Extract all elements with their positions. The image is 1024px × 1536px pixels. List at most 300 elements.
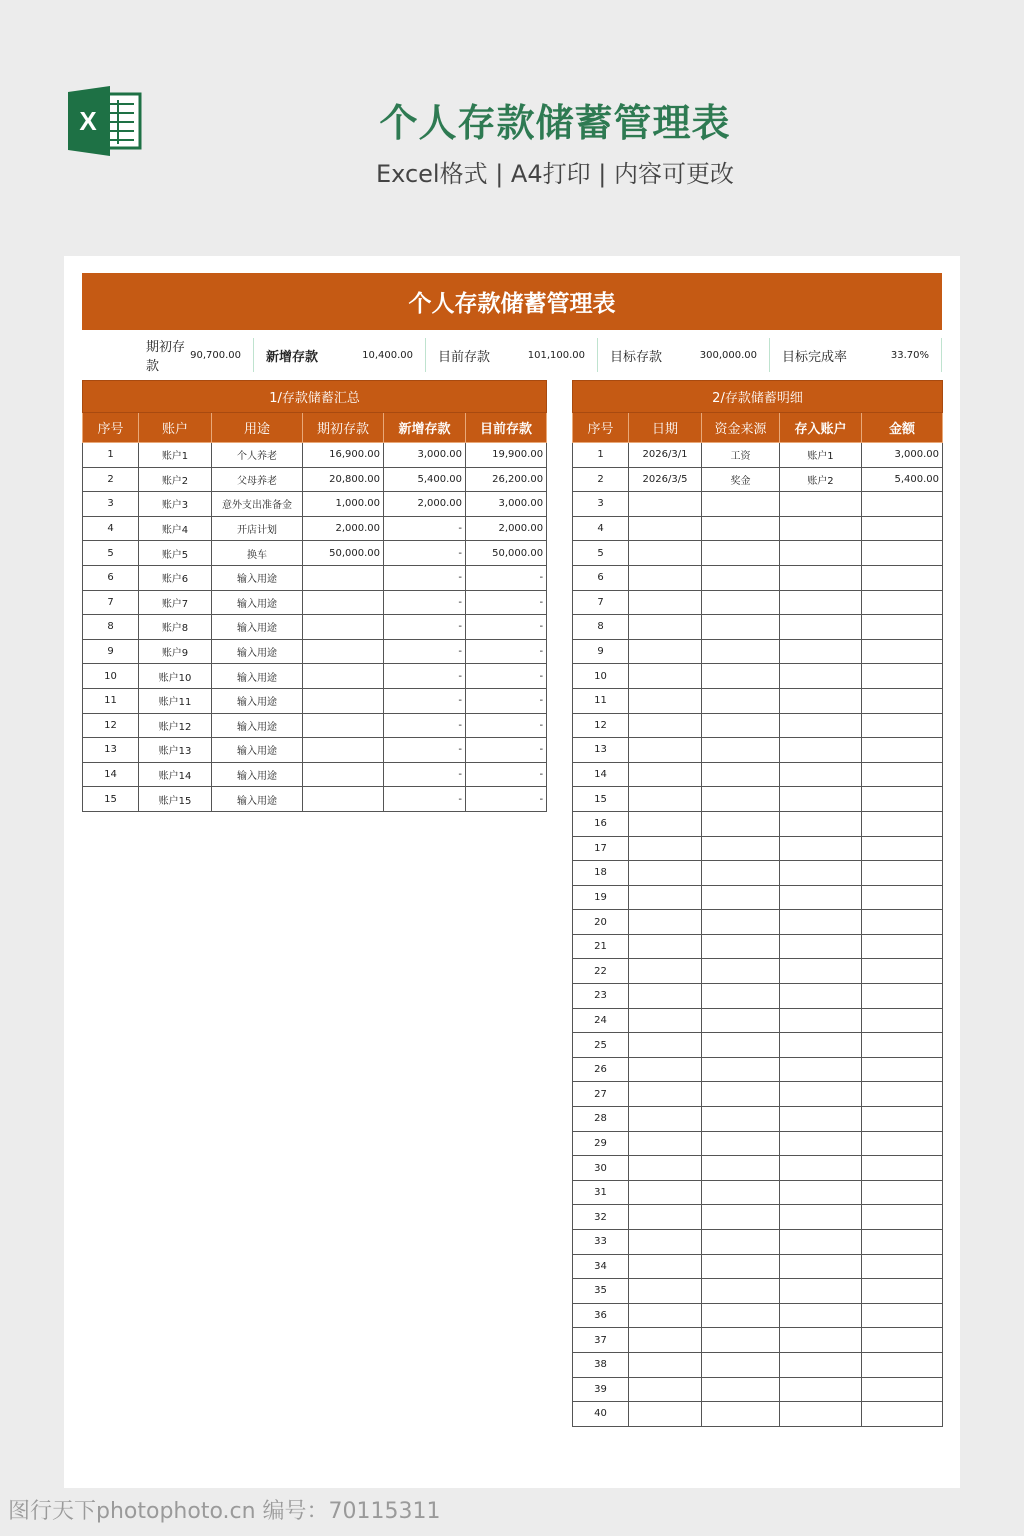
table-cell[interactable] [629, 565, 702, 590]
table-cell[interactable]: 8 [83, 615, 139, 640]
table-cell[interactable] [629, 934, 702, 959]
column-header[interactable]: 用途 [212, 413, 303, 443]
table-cell[interactable]: 25 [573, 1033, 629, 1058]
table-cell[interactable]: 2 [573, 467, 629, 492]
column-header[interactable]: 账户 [139, 413, 212, 443]
table-cell[interactable] [862, 664, 943, 689]
table-cell[interactable] [780, 836, 862, 861]
table-cell[interactable] [303, 787, 384, 812]
table-cell[interactable]: 开店计划 [212, 516, 303, 541]
table-cell[interactable] [862, 590, 943, 615]
table-cell[interactable] [702, 590, 780, 615]
table-cell[interactable] [780, 934, 862, 959]
table-cell[interactable]: 36 [573, 1303, 629, 1328]
table-cell[interactable] [780, 762, 862, 787]
table-cell[interactable] [862, 1328, 943, 1353]
table-cell[interactable] [862, 1107, 943, 1132]
table-cell[interactable] [862, 565, 943, 590]
table-cell[interactable] [780, 1402, 862, 1427]
table-cell[interactable]: 2,000.00 [384, 492, 466, 517]
table-cell[interactable] [303, 738, 384, 763]
table-cell[interactable] [780, 861, 862, 886]
table-cell[interactable]: 输入用途 [212, 639, 303, 664]
table-cell[interactable] [702, 934, 780, 959]
table-cell[interactable]: 14 [83, 762, 139, 787]
table-cell[interactable] [702, 664, 780, 689]
table-cell[interactable] [780, 1057, 862, 1082]
table-cell[interactable]: 输入用途 [212, 738, 303, 763]
table-cell[interactable] [629, 639, 702, 664]
table-cell[interactable]: 1,000.00 [303, 492, 384, 517]
table-cell[interactable] [702, 1402, 780, 1427]
table-cell[interactable]: 26 [573, 1057, 629, 1082]
table-cell[interactable] [702, 565, 780, 590]
table-cell[interactable] [780, 565, 862, 590]
table-cell[interactable]: 输入用途 [212, 713, 303, 738]
table-cell[interactable] [780, 1131, 862, 1156]
table-cell[interactable] [629, 1303, 702, 1328]
table-cell[interactable] [303, 639, 384, 664]
table-cell[interactable] [629, 1131, 702, 1156]
table-cell[interactable] [629, 1033, 702, 1058]
table-cell[interactable] [780, 713, 862, 738]
table-cell[interactable]: - [466, 639, 547, 664]
table-cell[interactable]: 10 [573, 664, 629, 689]
table-cell[interactable]: 4 [83, 516, 139, 541]
table-cell[interactable]: 11 [83, 688, 139, 713]
summary-value[interactable]: 300,000.00 [699, 349, 757, 361]
table-cell[interactable] [702, 492, 780, 517]
table-cell[interactable] [629, 910, 702, 935]
table-cell[interactable]: - [466, 762, 547, 787]
table-cell[interactable] [702, 811, 780, 836]
table-cell[interactable]: 24 [573, 1008, 629, 1033]
table-cell[interactable] [629, 811, 702, 836]
table-cell[interactable]: - [466, 615, 547, 640]
table-cell[interactable] [629, 1279, 702, 1304]
table-cell[interactable]: 输入用途 [212, 762, 303, 787]
table-cell[interactable] [702, 1303, 780, 1328]
table-cell[interactable] [629, 984, 702, 1009]
table-cell[interactable] [702, 885, 780, 910]
table-cell[interactable]: 6 [83, 565, 139, 590]
table-cell[interactable]: 18 [573, 861, 629, 886]
column-header[interactable]: 金额 [862, 413, 943, 443]
table-cell[interactable]: 1 [573, 443, 629, 468]
table-cell[interactable] [780, 885, 862, 910]
table-cell[interactable] [702, 1254, 780, 1279]
table-cell[interactable]: 1 [83, 443, 139, 468]
table-cell[interactable]: 2,000.00 [466, 516, 547, 541]
table-cell[interactable] [862, 984, 943, 1009]
table-cell[interactable] [780, 492, 862, 517]
table-cell[interactable] [862, 910, 943, 935]
table-cell[interactable] [862, 959, 943, 984]
table-cell[interactable] [629, 959, 702, 984]
table-cell[interactable] [862, 615, 943, 640]
table-cell[interactable]: 7 [83, 590, 139, 615]
summary-value[interactable]: 10,400.00 [362, 349, 413, 361]
table-cell[interactable] [862, 1008, 943, 1033]
table-cell[interactable]: 32 [573, 1205, 629, 1230]
table-cell[interactable] [629, 1377, 702, 1402]
table-cell[interactable]: - [466, 787, 547, 812]
table-cell[interactable]: - [384, 565, 466, 590]
table-cell[interactable] [702, 1107, 780, 1132]
table-cell[interactable]: 输入用途 [212, 787, 303, 812]
table-cell[interactable]: 账户13 [139, 738, 212, 763]
table-cell[interactable]: 38 [573, 1352, 629, 1377]
table-cell[interactable] [629, 762, 702, 787]
table-cell[interactable] [780, 1107, 862, 1132]
table-cell[interactable] [702, 1180, 780, 1205]
table-cell[interactable]: 输入用途 [212, 590, 303, 615]
table-cell[interactable] [702, 1033, 780, 1058]
table-cell[interactable] [862, 639, 943, 664]
table-cell[interactable] [629, 1402, 702, 1427]
table-cell[interactable]: 5 [573, 541, 629, 566]
table-cell[interactable]: 账户12 [139, 713, 212, 738]
table-cell[interactable]: 19 [573, 885, 629, 910]
table-cell[interactable] [629, 1008, 702, 1033]
table-cell[interactable]: 35 [573, 1279, 629, 1304]
table-cell[interactable]: - [384, 738, 466, 763]
table-cell[interactable]: 12 [83, 713, 139, 738]
table-cell[interactable]: 33 [573, 1230, 629, 1255]
table-cell[interactable]: 8 [573, 615, 629, 640]
table-cell[interactable] [780, 615, 862, 640]
table-cell[interactable] [780, 1180, 862, 1205]
table-cell[interactable] [862, 1082, 943, 1107]
table-cell[interactable] [629, 688, 702, 713]
table-cell[interactable]: 5 [83, 541, 139, 566]
table-cell[interactable]: 9 [83, 639, 139, 664]
table-cell[interactable]: 34 [573, 1254, 629, 1279]
table-cell[interactable]: 账户6 [139, 565, 212, 590]
table-cell[interactable] [629, 836, 702, 861]
table-cell[interactable] [862, 1279, 943, 1304]
table-cell[interactable] [629, 713, 702, 738]
table-cell[interactable] [702, 1377, 780, 1402]
table-cell[interactable] [862, 1352, 943, 1377]
table-cell[interactable] [862, 1131, 943, 1156]
table-cell[interactable]: 输入用途 [212, 615, 303, 640]
table-cell[interactable]: 账户2 [780, 467, 862, 492]
table-cell[interactable] [702, 1156, 780, 1181]
table-cell[interactable]: 3 [573, 492, 629, 517]
table-cell[interactable] [780, 959, 862, 984]
table-cell[interactable] [702, 984, 780, 1009]
table-cell[interactable]: - [384, 615, 466, 640]
table-cell[interactable] [780, 590, 862, 615]
table-cell[interactable]: 40 [573, 1402, 629, 1427]
table-cell[interactable] [629, 590, 702, 615]
table-cell[interactable] [780, 1352, 862, 1377]
table-cell[interactable]: 16,900.00 [303, 443, 384, 468]
table-cell[interactable] [780, 738, 862, 763]
table-cell[interactable] [780, 541, 862, 566]
table-cell[interactable]: 账户5 [139, 541, 212, 566]
table-cell[interactable]: 28 [573, 1107, 629, 1132]
table-cell[interactable]: 2,000.00 [303, 516, 384, 541]
table-cell[interactable]: 输入用途 [212, 565, 303, 590]
table-cell[interactable] [702, 1082, 780, 1107]
table-cell[interactable] [629, 1254, 702, 1279]
table-cell[interactable]: 12 [573, 713, 629, 738]
table-cell[interactable] [629, 1180, 702, 1205]
table-cell[interactable]: 7 [573, 590, 629, 615]
table-cell[interactable] [862, 1156, 943, 1181]
table-cell[interactable] [702, 615, 780, 640]
table-cell[interactable]: 13 [573, 738, 629, 763]
table-cell[interactable] [702, 787, 780, 812]
table-cell[interactable]: 5,400.00 [384, 467, 466, 492]
table-cell[interactable] [862, 1402, 943, 1427]
table-cell[interactable]: - [384, 787, 466, 812]
table-cell[interactable] [702, 541, 780, 566]
table-cell[interactable] [702, 1328, 780, 1353]
table-cell[interactable] [862, 713, 943, 738]
table-cell[interactable] [629, 1107, 702, 1132]
table-cell[interactable] [702, 688, 780, 713]
table-cell[interactable] [702, 910, 780, 935]
table-cell[interactable]: 2026/3/5 [629, 467, 702, 492]
table-cell[interactable] [862, 492, 943, 517]
table-cell[interactable]: - [466, 664, 547, 689]
table-cell[interactable]: 23 [573, 984, 629, 1009]
table-cell[interactable] [702, 713, 780, 738]
table-cell[interactable] [629, 1205, 702, 1230]
table-cell[interactable] [629, 1328, 702, 1353]
table-cell[interactable] [629, 1057, 702, 1082]
table-cell[interactable]: - [466, 688, 547, 713]
table-cell[interactable]: 输入用途 [212, 664, 303, 689]
table-cell[interactable] [780, 1279, 862, 1304]
table-cell[interactable] [702, 861, 780, 886]
table-cell[interactable] [862, 787, 943, 812]
table-cell[interactable]: 16 [573, 811, 629, 836]
table-cell[interactable]: 9 [573, 639, 629, 664]
table-cell[interactable] [862, 861, 943, 886]
table-cell[interactable]: 50,000.00 [303, 541, 384, 566]
table-cell[interactable]: 21 [573, 934, 629, 959]
table-cell[interactable]: 17 [573, 836, 629, 861]
table-cell[interactable]: 账户10 [139, 664, 212, 689]
table-cell[interactable] [702, 762, 780, 787]
column-header[interactable]: 日期 [629, 413, 702, 443]
table-cell[interactable]: 账户11 [139, 688, 212, 713]
summary-value[interactable]: 90,700.00 [190, 349, 241, 361]
table-cell[interactable] [702, 1131, 780, 1156]
table-cell[interactable] [303, 615, 384, 640]
table-cell[interactable]: - [384, 664, 466, 689]
table-cell[interactable] [780, 1328, 862, 1353]
table-cell[interactable] [780, 1205, 862, 1230]
table-cell[interactable] [862, 688, 943, 713]
table-cell[interactable]: 3 [83, 492, 139, 517]
table-cell[interactable] [702, 1352, 780, 1377]
table-cell[interactable]: 19,900.00 [466, 443, 547, 468]
table-cell[interactable] [629, 1156, 702, 1181]
table-cell[interactable] [862, 934, 943, 959]
table-cell[interactable] [629, 1230, 702, 1255]
table-cell[interactable] [862, 516, 943, 541]
table-cell[interactable] [629, 861, 702, 886]
table-cell[interactable] [862, 811, 943, 836]
table-cell[interactable]: 账户8 [139, 615, 212, 640]
table-cell[interactable]: 15 [573, 787, 629, 812]
table-cell[interactable] [702, 1205, 780, 1230]
table-cell[interactable] [780, 984, 862, 1009]
table-cell[interactable]: 20,800.00 [303, 467, 384, 492]
column-header[interactable]: 序号 [83, 413, 139, 443]
table-cell[interactable]: 11 [573, 688, 629, 713]
table-cell[interactable] [629, 516, 702, 541]
table-cell[interactable]: 2 [83, 467, 139, 492]
table-cell[interactable] [862, 836, 943, 861]
table-cell[interactable]: 2026/3/1 [629, 443, 702, 468]
table-cell[interactable] [629, 787, 702, 812]
table-cell[interactable]: 39 [573, 1377, 629, 1402]
table-cell[interactable]: - [384, 762, 466, 787]
table-cell[interactable]: 换车 [212, 541, 303, 566]
table-cell[interactable] [780, 688, 862, 713]
table-cell[interactable]: 3,000.00 [384, 443, 466, 468]
table-cell[interactable] [780, 910, 862, 935]
table-cell[interactable] [629, 615, 702, 640]
table-cell[interactable]: 意外支出准备金 [212, 492, 303, 517]
table-cell[interactable]: 3,000.00 [466, 492, 547, 517]
table-cell[interactable] [862, 1205, 943, 1230]
table-cell[interactable] [629, 664, 702, 689]
table-cell[interactable] [629, 1082, 702, 1107]
summary-value[interactable]: 33.70% [890, 349, 929, 361]
table-cell[interactable]: 账户9 [139, 639, 212, 664]
table-cell[interactable] [303, 688, 384, 713]
table-cell[interactable]: - [384, 541, 466, 566]
table-cell[interactable]: 50,000.00 [466, 541, 547, 566]
table-cell[interactable] [629, 492, 702, 517]
table-cell[interactable]: - [384, 713, 466, 738]
table-cell[interactable] [303, 590, 384, 615]
column-header[interactable]: 期初存款 [303, 413, 384, 443]
table-cell[interactable] [780, 1008, 862, 1033]
table-cell[interactable] [303, 762, 384, 787]
table-cell[interactable] [702, 1279, 780, 1304]
table-cell[interactable] [303, 713, 384, 738]
table-cell[interactable] [862, 1254, 943, 1279]
column-header[interactable]: 新增存款 [384, 413, 466, 443]
table-cell[interactable]: 3,000.00 [862, 443, 943, 468]
table-cell[interactable]: 37 [573, 1328, 629, 1353]
table-cell[interactable]: 15 [83, 787, 139, 812]
table-cell[interactable]: 账户7 [139, 590, 212, 615]
table-cell[interactable] [303, 565, 384, 590]
table-cell[interactable] [629, 738, 702, 763]
table-cell[interactable]: 父母养老 [212, 467, 303, 492]
table-cell[interactable] [702, 1057, 780, 1082]
table-cell[interactable]: 账户2 [139, 467, 212, 492]
table-cell[interactable] [702, 738, 780, 763]
table-cell[interactable]: 工资 [702, 443, 780, 468]
table-cell[interactable] [780, 1156, 862, 1181]
table-cell[interactable] [629, 541, 702, 566]
table-cell[interactable] [862, 541, 943, 566]
table-cell[interactable]: 账户1 [780, 443, 862, 468]
table-cell[interactable] [780, 1033, 862, 1058]
table-cell[interactable] [629, 1352, 702, 1377]
table-cell[interactable]: 个人养老 [212, 443, 303, 468]
table-cell[interactable]: - [384, 516, 466, 541]
table-cell[interactable]: 账户1 [139, 443, 212, 468]
table-cell[interactable]: 31 [573, 1180, 629, 1205]
table-cell[interactable]: - [466, 738, 547, 763]
table-cell[interactable]: - [466, 590, 547, 615]
table-cell[interactable] [862, 1230, 943, 1255]
table-cell[interactable]: 账户15 [139, 787, 212, 812]
table-cell[interactable] [702, 959, 780, 984]
table-cell[interactable]: 4 [573, 516, 629, 541]
table-cell[interactable] [702, 516, 780, 541]
table-cell[interactable]: 14 [573, 762, 629, 787]
table-cell[interactable] [780, 1377, 862, 1402]
table-cell[interactable]: 账户3 [139, 492, 212, 517]
table-cell[interactable] [780, 664, 862, 689]
column-header[interactable]: 序号 [573, 413, 629, 443]
table-cell[interactable] [780, 1303, 862, 1328]
table-cell[interactable] [702, 836, 780, 861]
table-cell[interactable]: 5,400.00 [862, 467, 943, 492]
table-cell[interactable]: - [466, 713, 547, 738]
table-cell[interactable]: 22 [573, 959, 629, 984]
table-cell[interactable] [862, 1033, 943, 1058]
table-cell[interactable] [303, 664, 384, 689]
table-cell[interactable] [862, 1180, 943, 1205]
table-cell[interactable] [702, 1008, 780, 1033]
table-cell[interactable]: 27 [573, 1082, 629, 1107]
table-cell[interactable]: 29 [573, 1131, 629, 1156]
table-cell[interactable]: 账户14 [139, 762, 212, 787]
table-cell[interactable] [780, 516, 862, 541]
table-cell[interactable] [780, 787, 862, 812]
summary-value[interactable]: 101,100.00 [527, 349, 585, 361]
table-cell[interactable]: 账户4 [139, 516, 212, 541]
table-cell[interactable] [862, 885, 943, 910]
table-cell[interactable]: 奖金 [702, 467, 780, 492]
table-cell[interactable]: 26,200.00 [466, 467, 547, 492]
table-cell[interactable] [629, 885, 702, 910]
table-cell[interactable]: - [384, 590, 466, 615]
table-cell[interactable]: 13 [83, 738, 139, 763]
table-cell[interactable] [702, 639, 780, 664]
table-cell[interactable] [780, 1254, 862, 1279]
table-cell[interactable] [780, 1082, 862, 1107]
column-header[interactable]: 资金来源 [702, 413, 780, 443]
table-cell[interactable] [862, 1057, 943, 1082]
table-cell[interactable] [780, 811, 862, 836]
table-cell[interactable]: 输入用途 [212, 688, 303, 713]
table-cell[interactable]: 6 [573, 565, 629, 590]
table-cell[interactable] [862, 738, 943, 763]
table-cell[interactable]: - [384, 639, 466, 664]
table-cell[interactable] [862, 762, 943, 787]
table-cell[interactable] [862, 1377, 943, 1402]
table-cell[interactable] [780, 639, 862, 664]
column-header[interactable]: 存入账户 [780, 413, 862, 443]
table-cell[interactable]: 20 [573, 910, 629, 935]
table-cell[interactable]: - [466, 565, 547, 590]
table-cell[interactable]: - [384, 688, 466, 713]
